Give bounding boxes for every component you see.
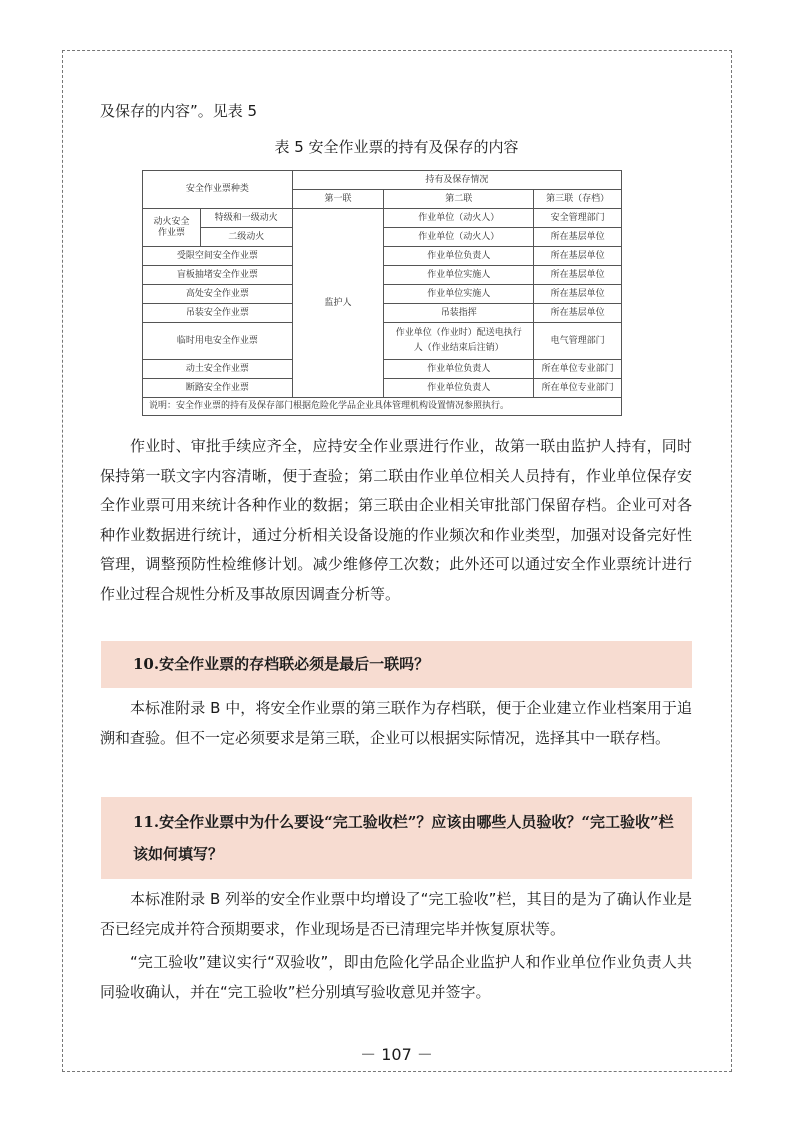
row-name: 动土安全作业票: [143, 360, 293, 379]
row-second: 作业单位（作业时）配送电执行人（作业结束后注销）: [384, 323, 534, 360]
table-caption: 表 5 安全作业票的持有及保存的内容: [274, 138, 519, 156]
answer-11-block: [100, 885, 692, 1007]
question-11: 11.安全作业票中为什么要设“完工验收栏”？应该由哪些人员验收？“完工验收”栏该如何填写？: [133, 813, 674, 863]
header-ticket-type: 安全作业票种类: [143, 171, 293, 209]
intro-line: 及保存的内容”。见表 5: [100, 102, 258, 120]
header-copy-2: 第二联: [384, 190, 534, 209]
row-second: 作业单位负责人: [384, 247, 534, 266]
row-third: 所在基层单位: [534, 228, 622, 247]
row-second: 作业单位（动火人）: [384, 228, 534, 247]
row-third: 所在基层单位: [534, 285, 622, 304]
paragraph-1: 作业时、审批手续应齐全，应持安全作业票进行作业，故第一联由监护人持有，同时保持第一联文字内容清晰，便于查验；第二联由作业单位相关人员持有，作业单位保存安全作业票可用来统计各种作业的数据；第三联由企业相关审批部门保留存档。企业可对各种作业数据进行统计，通过分析相关设备设施的作业频次和作业类型，加强对设备完好性管理，调整预防性检维修计划。减少维修停工次数；此外还可以通过安全作业票统计进行作业过程合规性分析及事故原因调查分析等。: [100, 437, 692, 603]
guardian-cell: 监护人: [292, 209, 384, 398]
row-second: 作业单位实施人: [384, 266, 534, 285]
row-name: 临时用电安全作业票: [143, 323, 293, 360]
row-third: 安全管理部门: [534, 209, 622, 228]
answer-10-block: [100, 694, 692, 753]
row-third: 所在基层单位: [534, 304, 622, 323]
row-second: 作业单位负责人: [384, 379, 534, 398]
header-copy-1: 第一联: [292, 190, 384, 209]
row-second: 作业单位（动火人）: [384, 209, 534, 228]
row-name: 特级和一级动火: [200, 209, 292, 228]
row-name: 高处安全作业票: [143, 285, 293, 304]
page-number: － 107 －: [360, 1045, 433, 1064]
row-name: 吊装安全作业票: [143, 304, 293, 323]
row-second: 作业单位实施人: [384, 285, 534, 304]
row-name: 盲板抽堵安全作业票: [143, 266, 293, 285]
answer-11-part-2: “完工验收”建议实行“双验收”，即由危险化学品企业监护人和作业单位作业负责人共同验收确认，并在“完工验收”栏分别填写验收意见并签字。: [100, 953, 692, 1001]
row-second: 作业单位负责人: [384, 360, 534, 379]
row-third: 所在基层单位: [534, 247, 622, 266]
paragraph-holding-explanation: [100, 432, 692, 609]
question-11-box: [101, 797, 692, 879]
row-third: 所在单位专业部门: [534, 360, 622, 379]
header-copy-3: 第三联（存档）: [534, 190, 622, 209]
row-name: 断路安全作业票: [143, 379, 293, 398]
row-third: 所在基层单位: [534, 266, 622, 285]
table-note: 说明：安全作业票的持有及保存部门根据危险化学品企业具体管理机构设置情况参照执行。: [143, 398, 622, 416]
row-name: 受限空间安全作业票: [143, 247, 293, 266]
header-holding: 持有及保存情况: [292, 171, 621, 190]
ticket-table: [142, 170, 622, 416]
row-group-hot-work: 动火安全作业票: [143, 209, 201, 247]
question-10: 10.安全作业票的存档联必须是最后一联吗？: [133, 655, 430, 673]
question-10-box: [101, 641, 692, 688]
answer-11-part-1: 本标准附录 B 列举的安全作业票中均增设了“完工验收”栏，其目的是为了确认作业是否已经完成并符合预期要求，作业现场是否已清理完毕并恢复原状等。: [100, 890, 692, 938]
row-third: 电气管理部门: [534, 323, 622, 360]
row-name: 二级动火: [200, 228, 292, 247]
row-third: 所在单位专业部门: [534, 379, 622, 398]
table-row: [143, 209, 622, 228]
row-second: 吊装指挥: [384, 304, 534, 323]
answer-10: 本标准附录 B 中，将安全作业票的第三联作为存档联，便于企业建立作业档案用于追溯和查验。但不一定必须要求是第三联，企业可以根据实际情况，选择其中一联存档。: [100, 699, 692, 747]
